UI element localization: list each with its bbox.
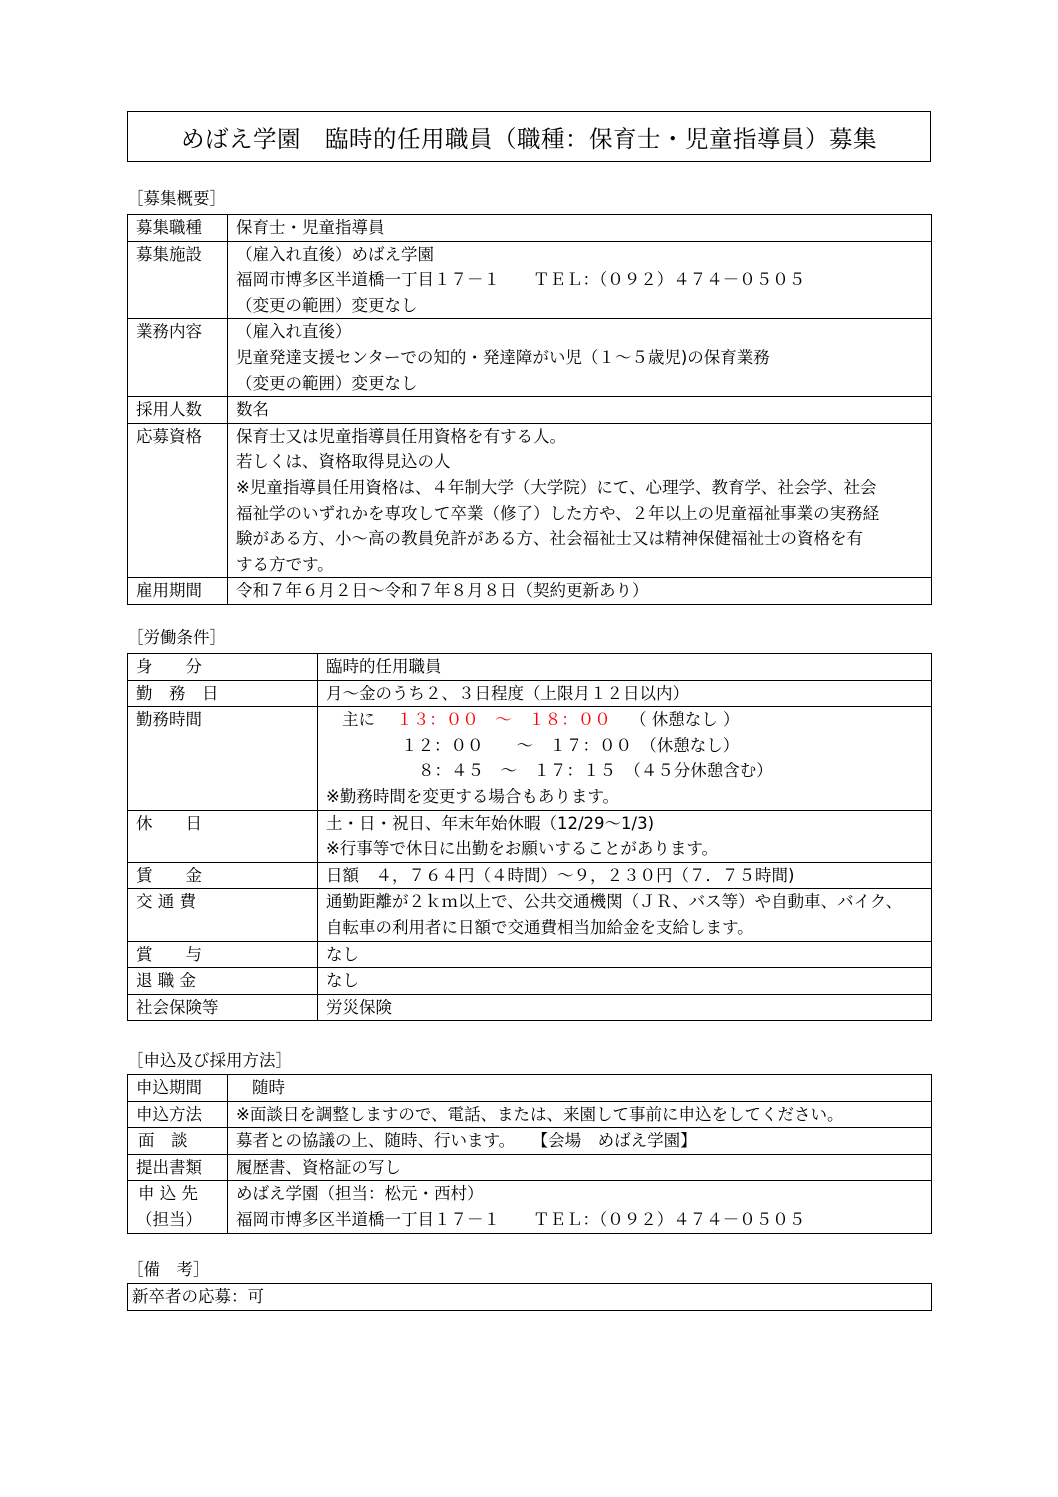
- row-key: 退 職 金: [128, 968, 318, 995]
- row-value: 令和７年６月２日～令和７年８月８日（契約更新あり）: [228, 578, 932, 605]
- row-key: 身 分: [128, 654, 318, 681]
- row-key: 勤 務 日: [128, 680, 318, 707]
- row-value: ※面談日を調整しますので、電話、または、来園して事前に申込をしてください。: [228, 1101, 932, 1128]
- table-row: [128, 680, 932, 707]
- table-row: [128, 241, 932, 319]
- row-value: 日額 ４，７６４円（４時間）～９，２３０円（７．７５時間): [318, 862, 932, 889]
- row-key: 申込方法: [128, 1101, 228, 1128]
- row-key: 交 通 費: [128, 889, 318, 941]
- conditions-table: [127, 653, 932, 1021]
- row-value: 募者との協議の上、随時、行います。 【会場 めばえ学園】: [228, 1128, 932, 1155]
- application-heading: ［申込及び採用方法］: [127, 1051, 292, 1070]
- row-value: （雇入れ直後） 児童発達支援センターでの知的・発達障がい児（１～５歳児)の保育業務 （変更の範囲）変更なし: [228, 319, 932, 397]
- table-row: [128, 319, 932, 397]
- table-row: [128, 862, 932, 889]
- table-row: [128, 1128, 932, 1155]
- row-key: 面 談: [128, 1128, 228, 1155]
- remarks-heading: ［備 考］: [127, 1260, 210, 1279]
- row-value: （雇入れ直後）めばえ学園 福岡市博多区半道橋一丁目１７－１ ＴＥＬ：（０９２）４７４－０５０５ （変更の範囲）変更なし: [228, 241, 932, 319]
- row-value: 数名: [228, 397, 932, 424]
- row-value: なし: [318, 941, 932, 968]
- row-key: 提出書類: [128, 1154, 228, 1181]
- row-key: 募集職種: [128, 215, 228, 242]
- table-row: [128, 578, 932, 605]
- table-row: [128, 889, 932, 941]
- table-row: [128, 707, 932, 810]
- table-row: [128, 1101, 932, 1128]
- overview-heading: ［募集概要］: [127, 189, 226, 208]
- main-hours-line: 主に １３：００ ～ １８：００ （ 休憩なし ）: [342, 710, 740, 730]
- row-key: 申込期間: [128, 1075, 228, 1102]
- table-row: [128, 1181, 932, 1233]
- row-value: 保育士・児童指導員: [228, 215, 932, 242]
- remarks-table: [127, 1283, 932, 1311]
- row-value: 通勤距離が２ｋｍ以上で、公共交通機関（ＪＲ、バス等）や自動車、バイク、 自転車の利用者に日額で交通費相当加給金を支給します。: [318, 889, 932, 941]
- page-title: めばえ学園 臨時的任用職員（職種：保育士・児童指導員）募集: [127, 111, 931, 162]
- remarks-text: 新卒者の応募：可: [128, 1284, 932, 1311]
- row-value: なし: [318, 968, 932, 995]
- table-row: [128, 1075, 932, 1102]
- row-value: 月～金のうち２、３日程度（上限月１２日以内）: [318, 680, 932, 707]
- row-key: 休 日: [128, 810, 318, 862]
- row-key: 社会保険等: [128, 994, 318, 1021]
- row-key: 賃 金: [128, 862, 318, 889]
- row-value: めばえ学園（担当：松元・西村） 福岡市博多区半道橋一丁目１７－１ ＴＥＬ：（０９２）４７４－０５０５: [228, 1181, 932, 1233]
- row-key: 応募資格: [128, 423, 228, 578]
- row-key: 賞 与: [128, 941, 318, 968]
- table-row: [128, 397, 932, 424]
- table-row: [128, 968, 932, 995]
- table-row: [128, 941, 932, 968]
- table-row: [128, 1154, 932, 1181]
- application-table: [127, 1074, 932, 1234]
- alt-hours-line: １２：００ ～ １７：００ （休憩なし）: [401, 735, 740, 755]
- row-key: 業務内容: [128, 319, 228, 397]
- row-key: 勤務時間: [128, 707, 318, 810]
- table-row: [128, 215, 932, 242]
- table-row: [128, 1284, 932, 1311]
- row-value: 臨時的任用職員: [318, 654, 932, 681]
- alt-hours-line: ８：４５ ～ １７：１５ （４５分休憩含む）: [418, 761, 773, 781]
- row-key: 申 込 先 （担当）: [128, 1181, 228, 1233]
- table-row: [128, 654, 932, 681]
- overview-table: [127, 214, 932, 605]
- row-key: 採用人数: [128, 397, 228, 424]
- row-value: 随時: [228, 1075, 932, 1102]
- row-key: 募集施設: [128, 241, 228, 319]
- row-value: 保育士又は児童指導員任用資格を有する人。 若しくは、資格取得見込の人 ※児童指導員任用資格は、４年制大学（大学院）にて、心理学、教育学、社会学、社会 福祉学のいずれかを専攻して卒業（修了）した方や、２年以上の児童福祉事業の実務経 験がある方、小～高の教員免許がある方、社会福祉士又は精神保健福祉士の資格を有 する方です。: [228, 423, 932, 578]
- main-hours-time: １３：００ ～ １８：００: [396, 710, 611, 730]
- row-key: 雇用期間: [128, 578, 228, 605]
- table-row: [128, 994, 932, 1021]
- row-value: 労災保険: [318, 994, 932, 1021]
- conditions-heading: ［労働条件］: [127, 628, 226, 647]
- table-row: [128, 810, 932, 862]
- row-value: 履歴書、資格証の写し: [228, 1154, 932, 1181]
- row-value: 土・日・祝日、年末年始休暇（12/29～1/3) ※行事等で休日に出勤をお願いすることがあります。: [318, 810, 932, 862]
- row-value: 主に １３：００ ～ １８：００ （ 休憩なし ） １２：００ ～ １７：００ （休憩なし） ８：４５ ～ １７：１５ （４５分休憩含む） ※勤務時間を変更する場合もあります。: [318, 707, 932, 810]
- table-row: [128, 423, 932, 578]
